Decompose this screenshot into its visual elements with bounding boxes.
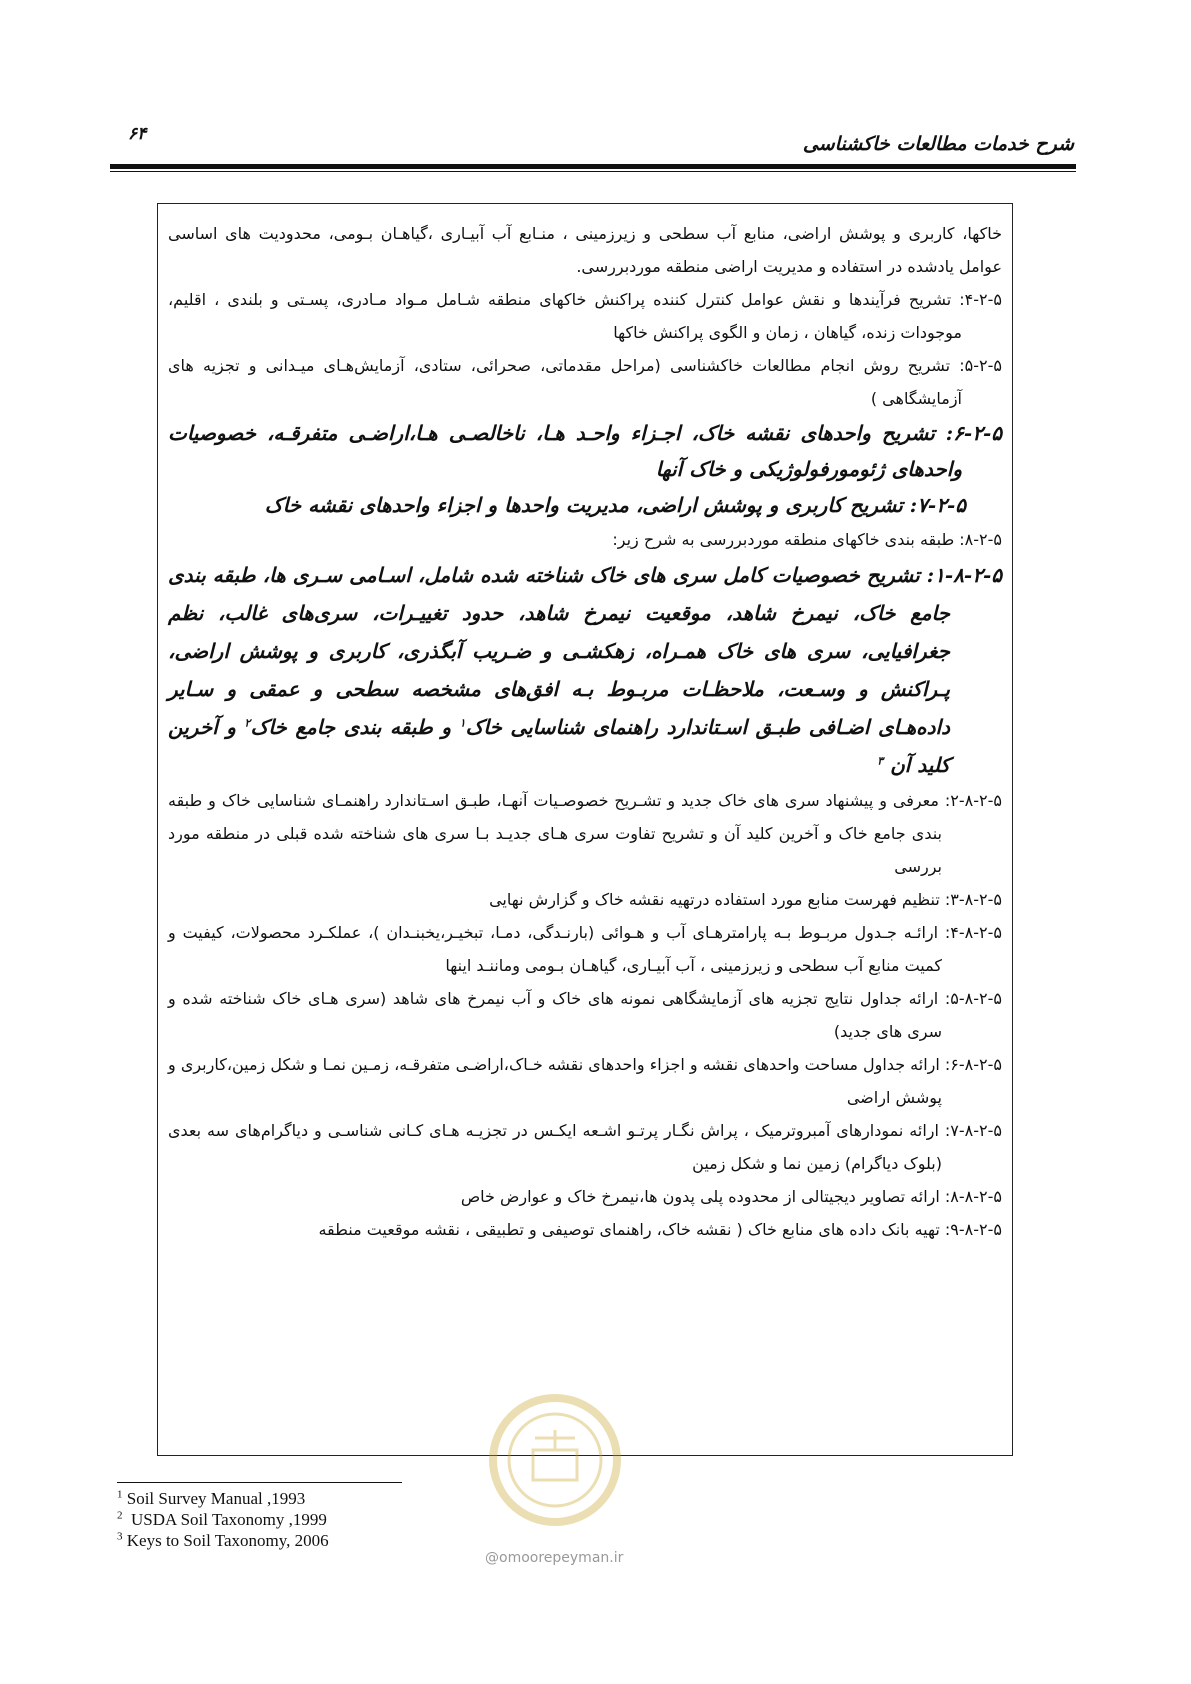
item-5-2-8-9: ۹-۸-۲-۵: تهیه بانک داده های منابع خاک ( نقشه خاک، راهنمای توصیفی و تطبیقی ، نقشه موقعیت منطقه (318, 1220, 1002, 1239)
item-5-2-8-3: ۳-۸-۲-۵: تنظیم فهرست منابع مورد استفاده درتهیه نقشه خاک و گزارش نهایی (489, 890, 1002, 909)
watermark-site-text: @omoorepeyman.ir (485, 1550, 624, 1566)
footnote-rule (117, 1482, 402, 1483)
item-5-2-8: ۸-۲-۵: طبقه بندی خاکهای منطقه موردبررسی به شرح زیر: (612, 530, 1002, 549)
footnote-ref-1: ۱ (459, 716, 466, 730)
item-5-2-8-4: ۴-۸-۲-۵: ارائـه جـدول مربـوط بـه پارامترهـای آب و هـوائی (بارنـدگی، دمـا، تبخیـر،یخبنـدان )، عملکـرد محصولات، کیفیت و کمیت منابع آب سطحی و زیرزمینی ، آب آبیـاری، گیاهـان بـومی وماننـد اینها (168, 923, 1002, 975)
header-rule-thick (110, 164, 1076, 169)
running-header-title: شرح خدمات مطالعات خاکشناسی (802, 133, 1074, 155)
footnote-ref-3: ۳ (877, 754, 884, 768)
footnote-2-number: 2 (117, 1509, 123, 1522)
item-5-2-8-7: ۷-۸-۲-۵: ارائه نمودارهای آمبروترمیک ، پراش نگـار پرتـو اشـعه ایکـس در تجزیـه هـای کـانی شناسـی و دیاگرام‌های سه بعدی (بلوک دیاگرام) زمین نما و شکل زمین (168, 1121, 1002, 1173)
item-5-2-4: ۴-۲-۵: تشریح فرآیندها و نقش عوامل کنترل کننده پراکنش خاکهای منطقه شـامل مـواد مـادری، پسـتی و بلندی ، اقلیم، موجودات زنده، گیاهان ، زمان و الگوی پراکنش خاکها (168, 290, 1002, 342)
item-5-2-5: ۵-۲-۵: تشریح روش انجام مطالعات خاکشناسی (مراحل مقدماتی، صحرائی، ستادی، آزمایش‌هـای میـدانی و تجزیه های آزمایشگاهی ) (168, 356, 1002, 408)
item-5-2-8-1-tail-a: و طبقه بندی جامع خاک (250, 715, 460, 739)
content-box (157, 203, 1013, 1456)
footnote-2-text: USDA Soil Taxonomy ,1999 (131, 1510, 327, 1529)
footnotes (117, 1488, 329, 1551)
item-5-2-8-2: ۲-۸-۲-۵: معرفی و پیشنهاد سری های خاک جدید و تشـریح خصوصـیات آنهـا، طبـق اسـتاندارد راهنمـای شناسایی خاک و طبقه بندی جامع خاک و آخرین کلید آن و تشریح تفاوت سری هـای جدیـد بـا سری های شناخته شده قبلی در منطقه مورد بررسی (168, 791, 1002, 876)
header-rule-thin (110, 171, 1076, 172)
item-5-2-8-1-text: ۱-۸-۲-۵: تشریح خصوصیات کامل سری های خاک شناخته شده شامل، اسـامی سـری ها، طبقه بندی جامع خاک، نیمرخ شاهد، موقعیت نیمرخ شاهد، حدود تغییـرات، سری‌های غالب، نظم جغرافیایی، سری های خاک همـراه، زهکشـی و ضـریب آبگذری، کاربری و پوشش اراضی، پـراکنش و وسـعت، ملاحظـات مربـوط بـه افق‌های مشخصه سطحی و عمقی و سـایر داده‌هـای اضـافی طبـق اسـتاندارد راهنمای شناسایی خاک (168, 563, 1002, 739)
item-5-2-8-6: ۶-۸-۲-۵: ارائه جداول مساحت واحدهای نقشه و اجزاء واحدهای نقشه خـاک،اراضـی متفرقـه، زمـین نمـا و شکل زمین،کاربری و پوشش اراضی (168, 1055, 1002, 1107)
item-5-2-8-1 (168, 556, 1002, 784)
footnote-3-number: 3 (117, 1530, 123, 1543)
footnote-3 (117, 1530, 329, 1551)
paragraph-continuation: خاکها، کاربری و پوشش اراضی، منابع آب سطحی و زیرزمینی ، منـابع آب آبیـاری ،گیاهـان بـومی، محدودیت های اساسی عوامل یادشده در استفاده و مدیریت اراضی منطقه موردبررسی. (168, 224, 1002, 276)
watermark-site: omoorepeyman.ir (499, 1550, 624, 1566)
item-5-2-8-8: ۸-۸-۲-۵: ارائه تصاویر دیجیتالی از محدوده پلی پدون ها،نیمرخ خاک و عوارض خاص (460, 1187, 1002, 1206)
footnote-1-number: 1 (117, 1488, 123, 1501)
footnote-ref-2: ۲ (244, 716, 251, 730)
footnote-1-text: Soil Survey Manual ,1993 (126, 1489, 306, 1508)
item-5-2-8-5: ۵-۸-۲-۵: ارائه جداول نتایج تجزیه های آزمایشگاهی نمونه های خاک و آب نیمرخ های شاهد (سری هـای خاک شناخته شده و سری های جدید) (168, 989, 1002, 1041)
content-body (168, 217, 1002, 1246)
page-number: ۶۴ (128, 124, 147, 144)
item-5-2-7: ۷-۲-۵: تشریح کاربری و پوشش اراضی، مدیریت واحدها و اجزاء واحدهای نقشه خاک (264, 493, 966, 517)
item-5-2-8-1-tail-b: و آخرین کلید آن (168, 715, 950, 777)
footnote-2 (117, 1509, 329, 1530)
item-5-2-6: ۶-۲-۵: تشریح واحدهای نقشه خاک، اجـزاء واحـد هـا، ناخالصـی هـا،اراضـی متفرقـه، خصوصیات واحدهای ژئومورفولوژیکی و خاک آنها (168, 421, 1002, 481)
footnote-3-text: Keys to Soil Taxonomy, 2006 (126, 1531, 329, 1550)
watermark-seal-icon (485, 1390, 625, 1530)
footnote-1 (117, 1488, 329, 1509)
